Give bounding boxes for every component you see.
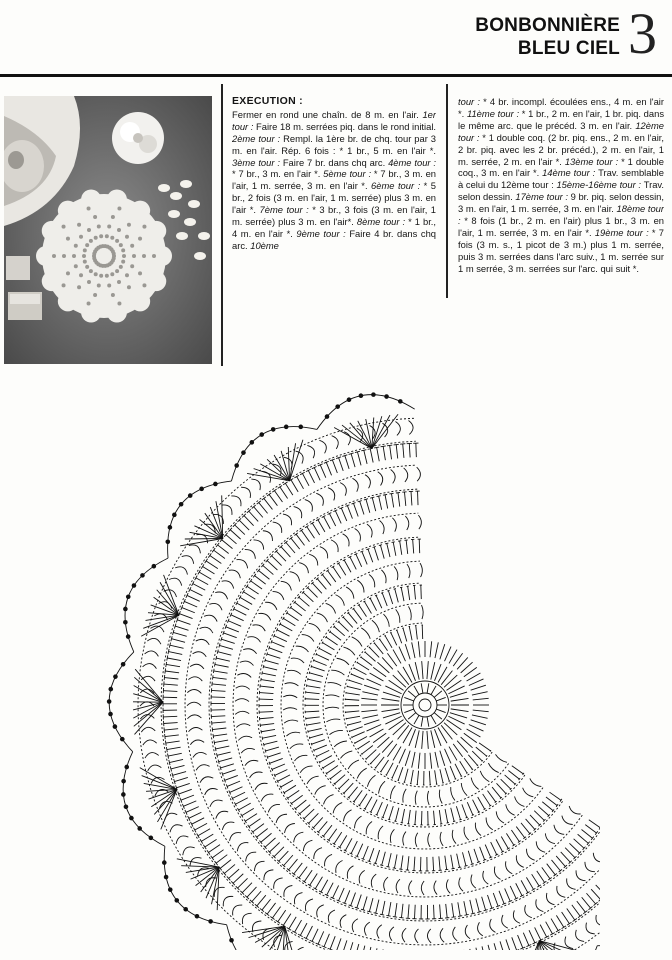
instruction-text: * 7 fois (3 m. s., 1 picot de 3 m.) plus 1 m. serrée, puis 3 m. serrées dans l'arc suiv., 1 m. serrée sur 1 m serrée, 3 m. serrées sur l'arc. qui suit *. [458, 226, 664, 274]
instruction-text: Trav. semblable à celui du 12ème tour : [458, 167, 664, 191]
round-label: 7ème tour : [259, 204, 313, 216]
round-label: 9ème tour : [296, 227, 350, 239]
instruction-text: * 1 br., 4 m. en l'air *. [232, 216, 436, 239]
round-label: 13ème tour : [564, 155, 622, 167]
round-label: 10ème [250, 239, 279, 251]
instructions-heading: EXÉCUTION : [232, 96, 303, 107]
instruction-text: * 1 double coq., 3 m. en l'air *. [458, 155, 664, 179]
header-rule [0, 74, 672, 77]
instruction-text: * 8 fois (1 br., 2 m. en l'air) plus 1 br., 3 m. en l'air, 1 m. serrée, 3 m. en l'air *. [458, 215, 664, 238]
round-label: 3ème tour : [232, 156, 283, 168]
round-label: 4ème tour : [388, 156, 436, 168]
instruction-text: * 3 br., 3 fois (3 m. en l'air, 1 m. serrée) plus 3 m. en l'air*. [232, 204, 436, 228]
instruction-text: 9 br. piq. selon dessin, 3 m. en l'air, 1 m. serrée, 3 m. en l'air. [458, 191, 664, 215]
instruction-text: * 4 br. incompl. écoulées ens., 4 m. en l'air *. [458, 96, 664, 119]
round-label: 1er tour : [232, 108, 436, 132]
round-label: 2ème tour : [232, 132, 284, 144]
title-line-2: BLEU CIEL [517, 38, 620, 59]
instruction-text: Rempl. la 1ère br. de chq. tour par 3 m. en l'air. Rép. 6 fois : * 1 br., 5 m. en l'air *. [232, 132, 436, 156]
round-label: tour : [458, 96, 484, 107]
round-label: 17ème tour : [515, 191, 571, 203]
title-line-1: BONBONNIÈRE [475, 15, 620, 36]
instructions-column-1 [232, 96, 436, 266]
instructions-text-1 [232, 109, 436, 251]
round-label: 6ème tour : [371, 180, 424, 192]
instruction-text: Faire 7 br. dans chq arc. [282, 156, 389, 168]
crochet-chart-icon [80, 360, 600, 950]
round-label: 8ème tour : [356, 216, 409, 228]
column-divider-2 [446, 84, 448, 298]
crochet-chart [80, 360, 600, 950]
instructions-text-2 [458, 96, 664, 274]
round-label: 14ème tour : [542, 167, 599, 179]
round-label: 19ème tour : [594, 226, 652, 238]
instruction-text: * 1 double coq. (2 br. piq. ens., 2 m. en l'air, 2 br. piq. avec les 2 br. précéd.), 2 m. en l'air, 1 m. serrée, 2 m. en l'air *. [458, 131, 664, 167]
page-title [380, 14, 620, 60]
instruction-text: * 5 br., 2 fois (3 m. en l'air, 1 m. serrée) plus 3 m. en l'air *. [232, 180, 436, 216]
doily-photo [4, 96, 212, 364]
instructions-column-2 [458, 96, 664, 304]
page-number: 3 [628, 2, 657, 66]
round-label: 12ème tour : [458, 119, 664, 143]
round-label: 15ème-16ème tour : [556, 179, 644, 191]
instruction-text: * 7 br., 3 m. en l'air, 1 m. serrée, 3 m. en l'air *. [232, 168, 436, 192]
column-divider-1 [221, 84, 223, 366]
instruction-text: * 1 br., 2 m. en l'air, 1 br. piq. dans le même arc. que le précéd. 3 m. en l'air. [458, 107, 664, 131]
instruction-text: * 7 br., 3 m. en l'air *. [232, 168, 324, 180]
round-label: 11ème tour : [466, 107, 522, 119]
round-label: 18ème tour : [458, 203, 664, 227]
instruction-text: Trav. selon dessin. [458, 179, 664, 203]
doily-photo-icon [4, 96, 212, 364]
instruction-text: Fermer en rond une chaîn. de 8 m. en l'air. [232, 108, 423, 120]
round-label: 5ème tour : [323, 168, 374, 180]
instruction-text: Faire 4 br. dans chq arc. [232, 227, 436, 251]
instruction-text: Faire 18 m. serrées piq. dans le rond initial. [256, 120, 436, 132]
